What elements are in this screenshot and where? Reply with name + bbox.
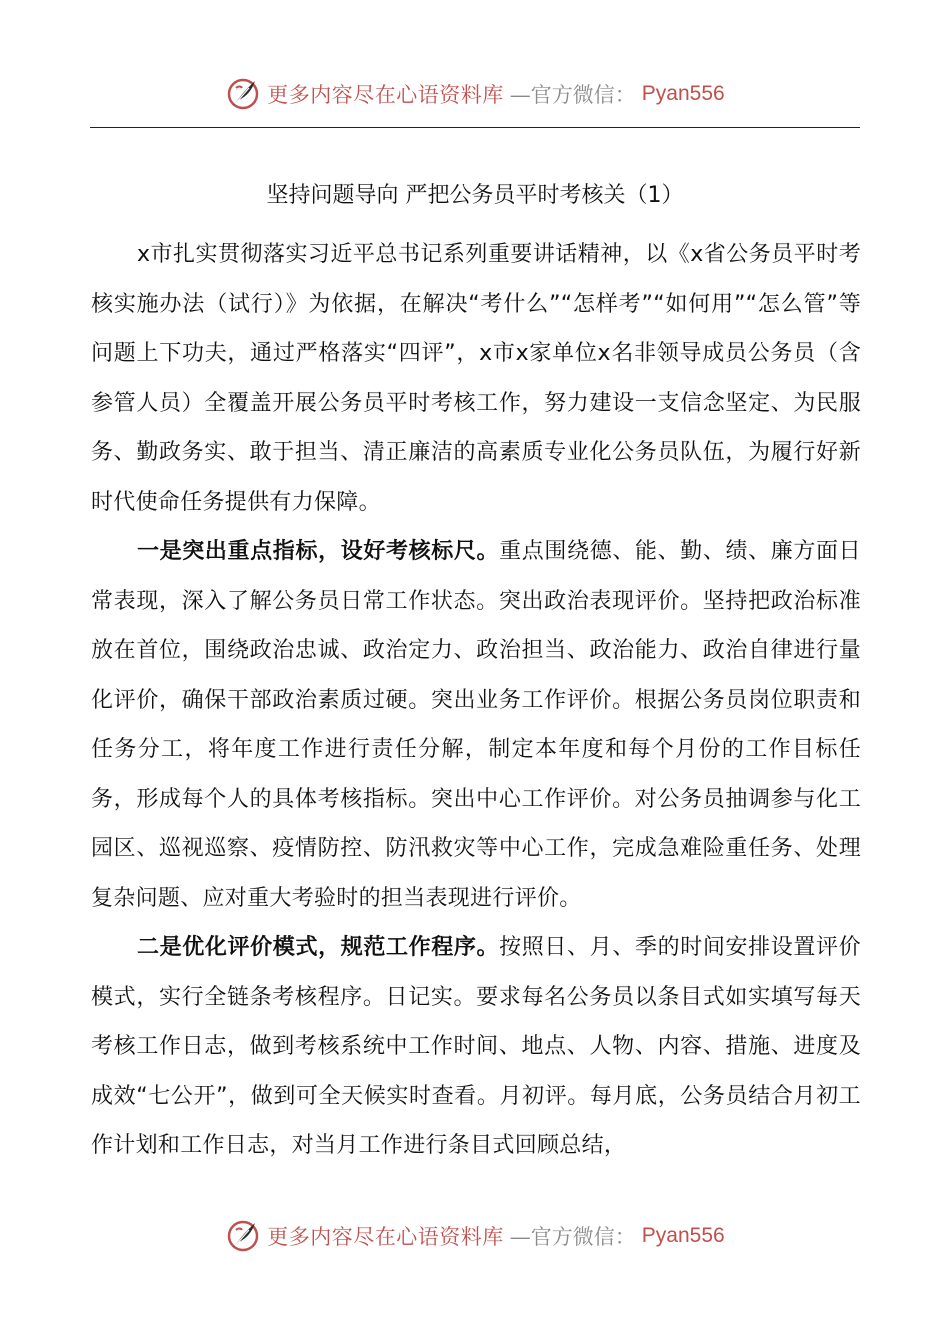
watermark-text: 更多内容尽在心语资料库 (267, 83, 504, 107)
header-watermark (0, 72, 950, 116)
document-title: 坚持问题导向 严把公务员平时考核关（1） (266, 183, 684, 208)
section-1-body: 重点围绕德、能、勤、绩、廉方面日常表现，深入了解公务员日常工作状态。突出政治表现评价。坚持把政治标准放在首位，围绕政治忠诚、政治定力、政治担当、政治能力、政治自律进行量化评价，确保干部政治素质过硬。突出业务工作评价。根据公务员岗位职责和任务分工，将年度工作进行责任分解，制定本年度和每个月份的工作目标任务，形成每个人的具体考核指标。突出中心工作评价。对公务员抽调参与化工园区、巡视巡察、疫情防控、防汛救灾等中心工作，完成急难险重任务、处理复杂问题、应对重大考验时的担当表现进行评价。 (91, 539, 861, 911)
intro-paragraph: x市扎实贯彻落实习近平总书记系列重要讲话精神，以《x省公务员平时考核实施办法（试行）》为依据，在解决“考什么”“怎样考”“如何用”“怎么管”等问题上下功夫，通过严格落实“四评”，x市x家单位x名非领导成员公务员（含参管人员）全覆盖开展公务员平时考核工作，努力建设一支信念坚定、为民服务、勤政务实、敢于担当、清正廉洁的高素质专业化公务员队伍，为履行好新时代使命任务提供有力保障。 (91, 242, 861, 515)
section-1-heading: 一是突出重点指标，设好考核标尺。 (137, 539, 500, 564)
watermark-wechat-id: Pyan556 (641, 82, 725, 105)
section-2-paragraph (91, 923, 861, 1171)
watermark-separator: —官方微信： (509, 83, 636, 107)
watermark-text: 更多内容尽在心语资料库 (267, 1225, 504, 1249)
watermark-wechat-id: Pyan556 (641, 1224, 725, 1247)
section-1-paragraph (91, 527, 861, 923)
footer-watermark (0, 1214, 950, 1258)
watermark-separator: —官方微信： (509, 1225, 636, 1249)
header-divider (90, 127, 860, 128)
section-2-heading: 二是优化评价模式，规范工作程序。 (137, 935, 500, 960)
feather-quill-logo-icon (225, 76, 261, 112)
section-2-body: 按照日、月、季的时间安排设置评价模式，实行全链条考核程序。日记实。要求每名公务员以条目式如实填写每天考核工作日志，做到考核系统中工作时间、地点、人物、内容、措施、进度及成效“七公开”，做到可全天候实时查看。月初评。每月底，公务员结合月初工作计划和工作日志，对当月工作进行条目式回顾总结， (91, 935, 861, 1158)
document-body (91, 230, 861, 1171)
feather-quill-logo-icon (225, 1218, 261, 1254)
